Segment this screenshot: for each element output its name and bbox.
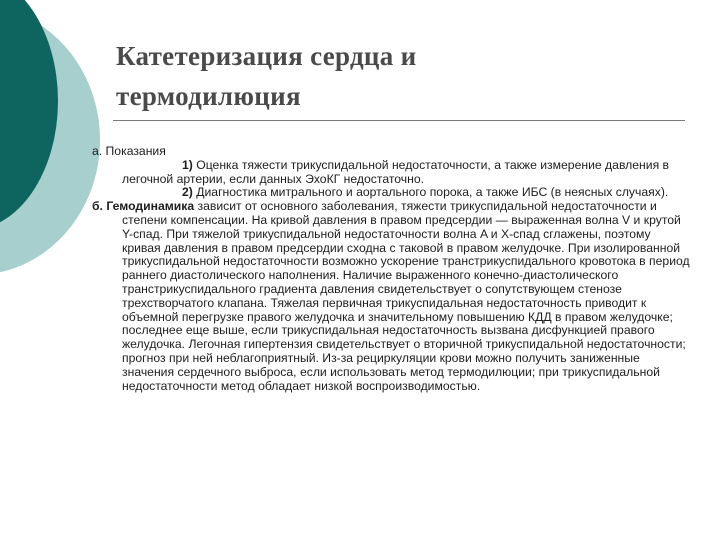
item-1-text: Оценка тяжести трикуспидальной недостаточности, а также измерение давления в легочной артерии, если данных ЭхоКГ недостаточно. <box>122 157 670 186</box>
section-b-label: Гемодинамика <box>106 199 195 214</box>
section-a-label: а. Показания <box>92 144 166 158</box>
slide-body <box>92 145 692 393</box>
item-2-text: Диагностика митрального и аортального порока, а также ИБС (в неясных случаях). <box>192 185 669 200</box>
slide-title-line-2: термодилюция <box>116 81 301 111</box>
section-a-item-2 <box>92 186 692 200</box>
section-b-paragraph <box>92 200 692 393</box>
item-1-number: 1) <box>182 157 193 172</box>
title-divider <box>113 120 685 121</box>
section-a-heading <box>92 145 692 159</box>
item-2-number: 2) <box>182 185 193 200</box>
section-a-item-1 <box>92 159 692 187</box>
slide-title-line-1: Катетеризация сердца и <box>116 41 417 71</box>
slide-title <box>116 36 676 116</box>
section-b-prefix: б. <box>92 199 107 214</box>
section-b-text: зависит от основного заболевания, тяжести трикуспидальной недостаточности и степени компенсации. На кривой давления в правом предсердии — выраженная волна V и крутой Y-спад. При тяжелой трикуспидальной недостаточности волна A и X-спад сглажены, поэтому кривая давления в правом предсердии сходна с таковой в правом желудочке. При изолированной трикуспидальной недостаточности возможно ускорение транстрикуспидального кровотока в период раннего диастолического наполнения. Наличие выраженного конечно-диастолического транстрикуспидального градиента давления свидетельствует о сопутствующем стенозе трехстворчатого клапана. Тяжелая первичная трикуспидальная недостаточность приводит к объемной перегрузке правого желудочка и значительному повышению КДД в правом желудочке; последнее еще выше, если трикуспидальная недостаточность вызвана дисфункцией правого желудочка. Легочная гипертензия свидетельствует о вторичной трикуспидальной недостаточности; прогноз при ней неблагоприятный. Из-за рециркуляции крови можно получить заниженные значения сердечного выброса, если использовать метод термодилюции; при трикуспидальной недостаточности метод обладает низкой воспроизводимостью. <box>122 199 690 393</box>
